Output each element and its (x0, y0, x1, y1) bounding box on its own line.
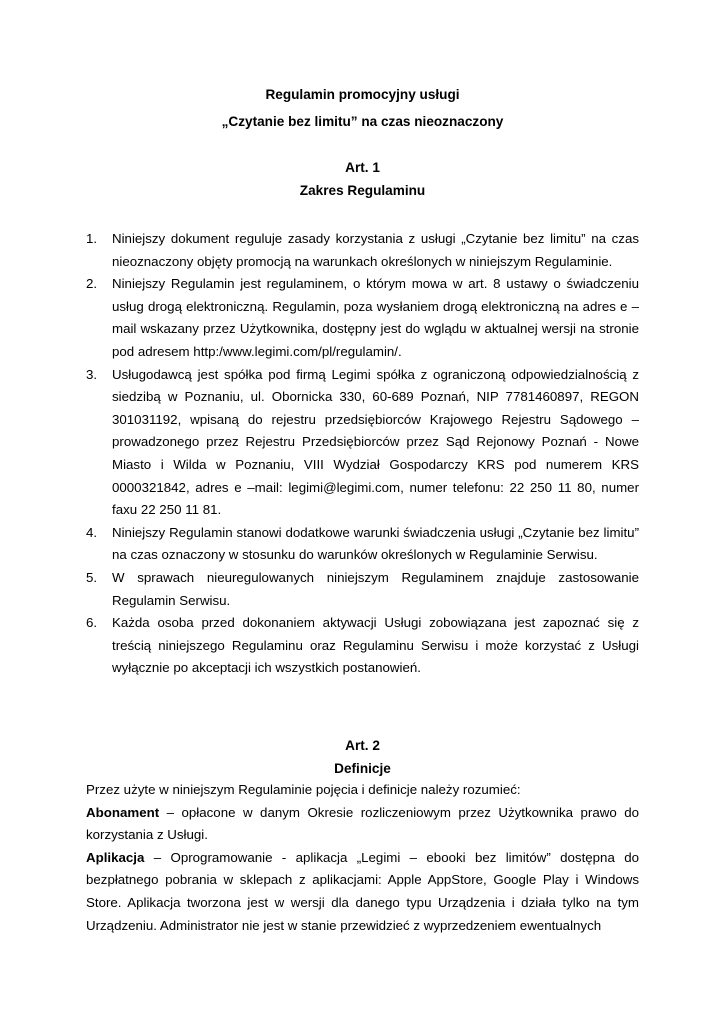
list-item-number: 5. (86, 569, 98, 585)
art1-heading: Art. 1 (345, 160, 380, 175)
list-item-number: 4. (86, 524, 98, 540)
definition-text: – Oprogramowanie - aplikacja „Legimi – ebooki bez limitów” dostępna do bezpłatnego pobrania w sklepach z aplikacjami: Apple AppStore, Google Play i Windows Store. Aplikacja tworzona jest w wersji dla danego typu Urządzenia i działa tylko na tym Urządzeniu. Administrator nie jest w stanie przewidzieć z wyprzedzeniem ewentualnych (86, 849, 639, 933)
definition-term: Abonament (86, 804, 160, 820)
definitions-intro: Przez użyte w niniejszym Regulaminie pojęcia i definicje należy rozumieć: (86, 782, 521, 797)
list-item (86, 364, 639, 522)
art2-subheading: Definicje (334, 761, 391, 776)
document-title: Regulamin promocyjny usługi (265, 87, 460, 102)
list-item-text: Usługodawcą jest spółka pod firmą Legimi spółka z ograniczoną odpowiedzialnością z siedzibą w Poznaniu, ul. Obornicka 330, 60-689 Poznań, NIP 7781460897, REGON 301031192, wpisaną do rejestru przedsiębiorców Krajowego Rejestru Sądowego – prowadzonego przez Rejestru Przedsiębiorców przez Sąd Rejonowy Poznań - Nowe Miasto i Wilda w Poznaniu, VIII Wydział Gospodarczy KRS pod numerem KRS 0000321842, adres e –mail: legimi@legimi.com, numer telefonu: 22 250 11 80, numer faxu 22 250 11 81. (112, 366, 639, 518)
list-item-number: 1. (86, 231, 98, 246)
definition-aplikacja (86, 847, 639, 937)
list-item-number: 6. (86, 615, 98, 631)
list-item-text: Niniejszy Regulamin stanowi dodatkowe warunki świadczenia usługi „Czytanie bez limitu” na czas oznaczony w stosunku do warunków określonych w Regulaminie Serwisu. (112, 524, 639, 563)
art2-heading: Art. 2 (345, 738, 380, 753)
definition-term: Aplikacja (86, 849, 145, 865)
art1-list (86, 228, 639, 680)
list-item (86, 522, 639, 567)
art1-subheading: Zakres Regulaminu (299, 183, 426, 198)
document-subtitle: „Czytanie bez limitu” na czas nieoznaczony (221, 114, 504, 129)
list-item (86, 273, 639, 363)
list-item-number: 3. (86, 366, 98, 382)
list-item (86, 612, 639, 680)
list-item-text: Każda osoba przed dokonaniem aktywacji Usługi zobowiązana jest zapoznać się z treścią niniejszego Regulaminu oraz Regulaminu Serwisu i może korzystać z Usługi wyłącznie po akceptacji ich wszystkich postanowień. (112, 615, 639, 676)
definition-abonament (86, 802, 639, 847)
list-item (86, 567, 639, 612)
list-item-number: 2. (86, 276, 98, 292)
list-item-text: Niniejszy dokument reguluje zasady korzystania z usługi „Czytanie bez limitu” na czas nieoznaczony objęty promocją na warunkach określonych w niniejszym Regulaminie. (112, 231, 639, 269)
list-item-text: Niniejszy Regulamin jest regulaminem, o którym mowa w art. 8 ustawy o świadczeniu usług drogą elektroniczną. Regulamin, poza wysłaniem drogą elektroniczną na adres e – mail wskazany przez Użytkownika, dostępny jest do wglądu w aktualnej wersji na stronie pod adresem http:/www.legimi.com/pl/regulamin/. (112, 276, 639, 359)
list-item (86, 228, 639, 273)
definitions-section (86, 779, 639, 937)
definition-text: – opłacone w danym Okresie rozliczeniowym przez Użytkownika prawo do korzystania z Usługi. (86, 804, 639, 843)
list-item-text: W sprawach nieuregulowanych niniejszym Regulaminem znajduje zastosowanie Regulamin Serwisu. (112, 569, 639, 608)
